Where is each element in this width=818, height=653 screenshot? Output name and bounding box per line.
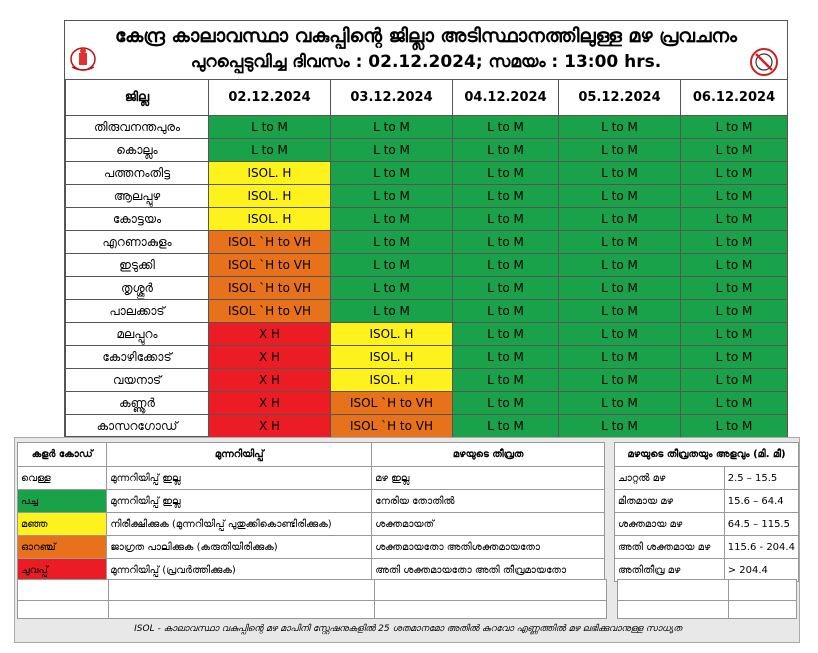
forecast-title: കേന്ദ്ര കാലാവസ്ഥാ വകുപ്പിന്റെ ജില്ലാ അടിസ്ഥാനത്തിലുള്ള മഴ പ്രവചനം — [114, 25, 738, 47]
forecast-cell: L to M — [453, 277, 559, 300]
forecast-cell: ISOL `H to VH — [209, 254, 331, 277]
color-name: ഓറഞ്ച് — [18, 536, 107, 559]
forecast-cell: L to M — [681, 208, 788, 231]
legend-gap — [605, 536, 615, 559]
district-name: പാലക്കാട് — [66, 300, 209, 323]
district-row — [66, 254, 788, 277]
scale-label: അതി ശക്തമായ മഴ — [615, 536, 725, 559]
forecast-cell: L to M — [331, 300, 453, 323]
date-column-header: 02.12.2024 — [209, 80, 331, 116]
ksdma-logo-icon — [749, 47, 779, 77]
forecast-cell: X H — [209, 323, 331, 346]
forecast-cell: L to M — [209, 116, 331, 139]
forecast-cell: L to M — [559, 139, 681, 162]
district-name: കാസറഗോഡ് — [66, 415, 209, 438]
forecast-cell: X H — [209, 415, 331, 438]
forecast-cell: L to M — [453, 323, 559, 346]
scale-value: > 204.4 — [724, 559, 798, 582]
forecast-cell: L to M — [681, 346, 788, 369]
forecast-cell: ISOL `H to VH — [209, 300, 331, 323]
legend-gap — [605, 443, 615, 467]
forecast-cell: L to M — [559, 231, 681, 254]
forecast-cell: L to M — [331, 254, 453, 277]
date-column-header: 03.12.2024 — [331, 80, 453, 116]
forecast-cell: ISOL `H to VH — [209, 231, 331, 254]
forecast-cell: L to M — [559, 323, 681, 346]
legend-row — [18, 490, 799, 513]
forecast-cell: L to M — [453, 116, 559, 139]
district-row — [66, 323, 788, 346]
district-name: കോട്ടയം — [66, 208, 209, 231]
legend-panel — [14, 437, 800, 643]
forecast-cell: L to M — [331, 277, 453, 300]
district-row — [66, 415, 788, 438]
district-row — [66, 300, 788, 323]
legend-row — [18, 467, 799, 490]
district-row — [66, 277, 788, 300]
date-column-header: 05.12.2024 — [559, 80, 681, 116]
district-name: കൊല്ലം — [66, 139, 209, 162]
forecast-cell: ISOL `H to VH — [331, 415, 453, 438]
forecast-cell: L to M — [453, 254, 559, 277]
scale-value: 64.5 – 115.5 — [724, 513, 798, 536]
forecast-cell: L to M — [559, 300, 681, 323]
color-name: വെള്ള — [18, 467, 107, 490]
forecast-cell: L to M — [559, 369, 681, 392]
forecast-cell: L to M — [559, 208, 681, 231]
forecast-cell: L to M — [681, 300, 788, 323]
legend-table — [17, 442, 799, 582]
forecast-cell: L to M — [453, 415, 559, 438]
forecast-cell: L to M — [453, 208, 559, 231]
forecast-cell: L to M — [681, 231, 788, 254]
warning-text: മുന്നറിയിപ്പ് (പ്രവർത്തിക്കുക) — [107, 559, 372, 582]
forecast-cell: L to M — [681, 162, 788, 185]
legend-gap — [605, 513, 615, 536]
forecast-cell: L to M — [681, 392, 788, 415]
forecast-cell: X H — [209, 346, 331, 369]
forecast-cell: L to M — [453, 139, 559, 162]
district-row — [66, 369, 788, 392]
scale-value: 15.6 – 64.4 — [724, 490, 798, 513]
warning-text: മുന്നറിയിപ്പ് ഇല്ല — [107, 490, 372, 513]
forecast-header-row — [66, 80, 788, 116]
intensity-text: മഴ ഇല്ല — [372, 467, 605, 490]
scale-value: 115.6 - 204.4 — [724, 536, 798, 559]
legend-header-row — [18, 443, 799, 467]
forecast-cell: L to M — [559, 346, 681, 369]
district-row — [66, 346, 788, 369]
district-name: എറണാകുളം — [66, 231, 209, 254]
forecast-cell: L to M — [681, 369, 788, 392]
intensity-text: നേരിയ തോതിൽ — [372, 490, 605, 513]
scale-label: മിതമായ മഴ — [615, 490, 725, 513]
forecast-cell: L to M — [331, 116, 453, 139]
district-name: തിരുവനന്തപുരം — [66, 116, 209, 139]
scale-value: 2.5 – 15.5 — [724, 467, 798, 490]
forecast-cell: L to M — [453, 392, 559, 415]
forecast-cell: L to M — [559, 254, 681, 277]
intensity-header: മഴയുടെ തീവ്രത — [372, 443, 605, 467]
forecast-cell: ISOL. H — [209, 208, 331, 231]
warning-text: നിരീക്ഷിക്കുക (മുന്നറിയിപ്പ് പുതുക്കികൊണ്ടിരിക്കുക) — [107, 513, 372, 536]
forecast-cell: L to M — [681, 415, 788, 438]
legend-row — [18, 513, 799, 536]
forecast-cell: L to M — [559, 415, 681, 438]
district-name: വയനാട് — [66, 369, 209, 392]
legend-gap — [605, 467, 615, 490]
forecast-cell: ISOL. H — [331, 369, 453, 392]
date-column-header: 06.12.2024 — [681, 80, 788, 116]
district-name: ആലപ്പുഴ — [66, 185, 209, 208]
forecast-cell: L to M — [681, 323, 788, 346]
forecast-cell: L to M — [331, 208, 453, 231]
legend-row — [18, 536, 799, 559]
scale-label: ശക്തമായ മഴ — [615, 513, 725, 536]
scale-label: അതിതീവ്ര മഴ — [615, 559, 725, 582]
district-name: കോഴിക്കോട് — [66, 346, 209, 369]
forecast-cell: L to M — [453, 185, 559, 208]
forecast-cell: L to M — [681, 254, 788, 277]
district-row — [66, 185, 788, 208]
forecast-cell: ISOL. H — [331, 323, 453, 346]
forecast-cell: ISOL. H — [331, 346, 453, 369]
forecast-cell: L to M — [453, 346, 559, 369]
forecast-cell: L to M — [559, 392, 681, 415]
forecast-cell: L to M — [559, 185, 681, 208]
color-name: ചുവപ്പ് — [18, 559, 107, 582]
district-name: കണ്ണൂർ — [66, 392, 209, 415]
color-name: പച്ച — [18, 490, 107, 513]
forecast-cell: L to M — [559, 162, 681, 185]
forecast-header — [65, 21, 787, 80]
forecast-cell: L to M — [331, 231, 453, 254]
intensity-text: ശക്തമായത് — [372, 513, 605, 536]
district-name: തൃശ്ശൂർ — [66, 277, 209, 300]
district-row — [66, 139, 788, 162]
forecast-cell: L to M — [559, 116, 681, 139]
forecast-cell: L to M — [331, 185, 453, 208]
isol-footnote: ISOL - കാലാവസ്ഥാ വകുപ്പിന്റെ മഴ മാപിനി സ്റ്റേഷനുകളിൽ 25 ശതമാനമോ അതിൽ കുറവോ എണ്ണത്തിൽ മഴ ലഭിക്കുവാനുള്ള സാധ്യത — [134, 624, 682, 634]
forecast-cell: X H — [209, 392, 331, 415]
scale-header: മഴയുടെ തീവ്രതയും അളവും (മി. മീ) — [615, 443, 799, 467]
scale-label: ചാറ്റൽ മഴ — [615, 467, 725, 490]
legend-blank-rows — [17, 579, 607, 619]
district-name: പത്തനംതിട്ട — [66, 162, 209, 185]
forecast-cell: ISOL. H — [209, 185, 331, 208]
warning-text: ജാഗ്രത പാലിക്കുക (കരുതിയിരിക്കുക) — [107, 536, 372, 559]
color-name: മഞ്ഞ — [18, 513, 107, 536]
district-name: ഇടുക്കി — [66, 254, 209, 277]
district-row — [66, 231, 788, 254]
forecast-cell: ISOL. H — [209, 162, 331, 185]
forecast-issued-date: പുറപ്പെടുവിച്ച ദിവസം : 02.12.2024; സമയം : 13:00 hrs. — [190, 52, 662, 72]
district-row — [66, 392, 788, 415]
forecast-cell: L to M — [681, 277, 788, 300]
district-row — [66, 162, 788, 185]
forecast-cell: X H — [209, 369, 331, 392]
forecast-cell: L to M — [559, 277, 681, 300]
forecast-cell: L to M — [681, 139, 788, 162]
scale-blank-rows — [617, 579, 797, 619]
district-name: മലപ്പുറം — [66, 323, 209, 346]
forecast-cell: L to M — [453, 231, 559, 254]
district-row — [66, 116, 788, 139]
district-column-header: ജില്ല — [66, 80, 209, 116]
forecast-cell: L to M — [453, 369, 559, 392]
intensity-text: ശക്തമായതോ അതിശക്തമായതോ — [372, 536, 605, 559]
district-row — [66, 208, 788, 231]
forecast-table — [65, 79, 788, 438]
forecast-cell: L to M — [209, 139, 331, 162]
forecast-cell: L to M — [453, 162, 559, 185]
color-code-header: കളർ കോഡ് — [18, 443, 107, 467]
forecast-cell: L to M — [331, 162, 453, 185]
legend-gap — [605, 490, 615, 513]
forecast-cell: ISOL `H to VH — [209, 277, 331, 300]
forecast-cell: ISOL `H to VH — [331, 392, 453, 415]
warning-text: മുന്നറിയിപ്പ് ഇല്ല — [107, 467, 372, 490]
forecast-cell: L to M — [331, 139, 453, 162]
warning-header: മുന്നറിയിപ്പ് — [107, 443, 372, 467]
forecast-sheet — [64, 20, 788, 437]
date-column-header: 04.12.2024 — [453, 80, 559, 116]
forecast-cell: L to M — [681, 116, 788, 139]
forecast-cell: L to M — [453, 300, 559, 323]
intensity-text: അതി ശക്തമായതോ അതി തീവ്രമായതോ — [372, 559, 605, 582]
forecast-cell: L to M — [681, 185, 788, 208]
